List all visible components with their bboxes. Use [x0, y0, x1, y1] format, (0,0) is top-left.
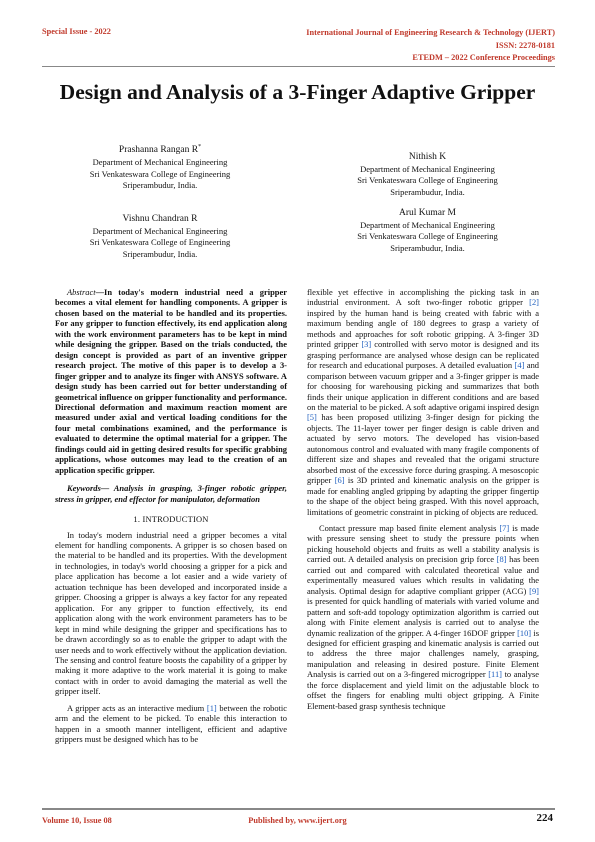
journal-name: International Journal of Engineering Research & Technology (IJERT): [306, 28, 555, 37]
left-column: [55, 287, 287, 745]
keywords: Keywords— Analysis in grasping, 3-finger robotic gripper, stress in gripper, end effector for manipulator, deformation: [55, 483, 287, 504]
citation-link[interactable]: [3]: [361, 339, 372, 350]
intro-paragraph-2: A gripper acts as an interactive medium [1] between the robotic arm and the element to be picked. To enable this interaction to happen in a smooth manner intelligent, efficient and adaptive grippers must be designed which has to be: [55, 702, 287, 745]
citation-link[interactable]: [9]: [529, 585, 539, 596]
conference-name: ETEDM – 2022 Conference Proceedings: [412, 53, 555, 63]
section-heading-introduction: 1. INTRODUCTION: [133, 514, 209, 525]
citation-link[interactable]: [6]: [334, 475, 345, 486]
issn: ISSN: 2278-0181: [495, 40, 555, 50]
intro-paragraph-4: Contact pressure map based finite element analysis [7] is made with pressure sensing sheet to study the pressure points when picking household objects and fruits as well a stability analysis is carried out. A detailed analysis on precision grip force [8] has been carried out and compared with calculated theoretical value and experimentally measured values which results in validating the analysis. Optimal design for adaptive compliant gripper (ACG) [9] is presented for quick handling of materials with varied volume and pattern and soft-add topology optimization algorithm is carried out along with Finite element analysis is carried out to analyse the dynamic realization of the gripper. A 4-finger 16DOF gripper [10] is designed for efficient grasping and kinematic analysis is carried out to address the three major challenges namely, grasping, manipulation and releasing in desired posture. Finite Element Analysis is carried out on a 3-fingered microgripper [11] to analyse the force displacement and yield limit on the adjustable block to offset the fingers for enabling multi object gripping. A Finite Element-based grasp synthesis technique: [307, 522, 539, 711]
author-place: Sriperambudur, India.: [122, 179, 198, 190]
abstract-label: Abstract: [67, 287, 96, 297]
citation-link[interactable]: [1]: [206, 702, 217, 713]
author-college: Sri Venkateswara College of Engineering: [89, 237, 231, 248]
author-dept: Department of Mechanical Engineering: [92, 226, 228, 237]
paper-title: Design and Analysis of a 3-Finger Adaptive Gripper: [59, 80, 536, 104]
author-name: Arul Kumar M: [399, 208, 456, 218]
author-block-3: [60, 214, 260, 260]
author-name: Nithish K: [408, 152, 447, 162]
intro-paragraph-3: flexible yet effective in accomplishing the picking task in an industrial environment. A soft two-finger robotic gripper [2] inspired by the human hand is being created with fabric with a maximum bending angle of 180 degrees to grasp a variety of methods and approaches for soft robotic gripping. A 3-finger 3D printed gripper [3] controlled with servo motor is designed and its grasping performance are analysed whose design can be replicated for research and educational purposes. A detailed evaluation [4] and comparison between vacuum gripper and a 3-finger gripper is made for choosing for warehousing picking and summarizes that both finds their unique application in different conditions and are based on the material to be picked. A soft adaptive origami inspired design [5] has been proposed utilizing 3-finger design for picking the objects. The 11-layer tower per finger design is cable driven and actuated by servo motors. The developed has vision-based autonomous control and evaluated with many fragile components of different size and shapes and revealed that the origami structure absorbed most of the excessive force during grasping. A mesoscopic gripper [6] is 3D printed and kinematic analysis on the gripper is made for enabling angled gripping by adapting the gripper fingertip to the shape of the object being grasped. With this novel approach, limitations of geometric constraint in picking of objects are reduced.: [307, 287, 540, 517]
author-place: Sriperambudur, India.: [122, 248, 198, 259]
author-block-4: [320, 208, 535, 254]
author-place: Sriperambudur, India.: [390, 242, 465, 253]
citation-link[interactable]: [8]: [496, 554, 507, 565]
author-dept: Department of Mechanical Engineering: [360, 164, 495, 175]
author-name: Prashanna Rangan R*: [118, 144, 202, 156]
author-place: Sriperambudur, India.: [390, 186, 465, 197]
author-college: Sri Venkateswara College of Engineering: [357, 175, 498, 186]
author-dept: Department of Mechanical Engineering: [92, 157, 228, 168]
header-divider: [42, 66, 555, 67]
citation-link[interactable]: [11]: [488, 669, 502, 680]
author-dept: Department of Mechanical Engineering: [360, 220, 495, 231]
right-column: [307, 287, 539, 711]
author-college: Sri Venkateswara College of Engineering: [89, 168, 231, 179]
page-header: [42, 27, 555, 67]
author-block-2: [320, 152, 535, 198]
page-number: 224: [536, 812, 553, 824]
publisher-link[interactable]: Published by, www.ijert.org: [248, 816, 347, 825]
citation-link[interactable]: [7]: [499, 522, 510, 533]
citation-link[interactable]: [5]: [307, 412, 317, 423]
abstract: Abstract—In today's modern industrial need a gripper becomes a vital element for handling components. A gripper is chosen based on the material to be handled and its properties. For any gripper to function effectively, its end application along with the work environment parameters has to be kept in mind while designing the gripper. Based on the trials conducted, the design concept is provided as part of an inventive gripper research project. The motive of this paper is to develop a 3-finger gripper and to analyze its finger with ANSYS software. A design study has been carried out for better understanding of geometrical influence on gripper functionality and performance. Directional deformation and maximum reaction moment are measured under axial and vertical loading conditions for the four metal combinations examined, and the performance is evaluated to determine the optimal material for a gripper. The findings could aid in getting desired results for specific grabbing applications, whose outcomes may lead to the creation of an application specific gripper.: [55, 287, 287, 475]
author-college: Sri Venkateswara College of Engineering: [357, 231, 498, 242]
intro-paragraph-1: In today's modern industrial need a gripper becomes a vital element for handling components. A gripper is so chosen based on the material to be handled and its properties. With the development in technologies, in today's world choosing a gripper for a pick and place application has become a lot easier and a wide variety of actuation technique has been developed and incorporated inside a gripper. Choosing a gripper is always a key factor for any repeated application. For any gripper to function effectively, its end application along with the work environment parameters has to be kept in mind while designing the gripper and specifications has to be drawn accordingly so as to enable the gripper to adapt with the user needs and to work effectively without the application deviation. The sensing and control feature boosts the capability of a gripper by making it more adaptive to the work material it is going to make contact with in order to avoid damaging the material as well the gripper itself.: [55, 529, 287, 697]
citation-link[interactable]: [4]: [514, 360, 525, 371]
author-block-1: [60, 142, 260, 191]
volume-issue: Volume 10, Issue 08: [42, 816, 112, 825]
citation-link[interactable]: [2]: [529, 297, 539, 308]
footer-divider: [42, 808, 555, 810]
author-name: Vishnu Chandran R: [122, 214, 198, 224]
issue-label: Special Issue - 2022: [42, 27, 111, 36]
journal-info: [306, 27, 555, 65]
citation-link[interactable]: [10]: [517, 627, 532, 638]
